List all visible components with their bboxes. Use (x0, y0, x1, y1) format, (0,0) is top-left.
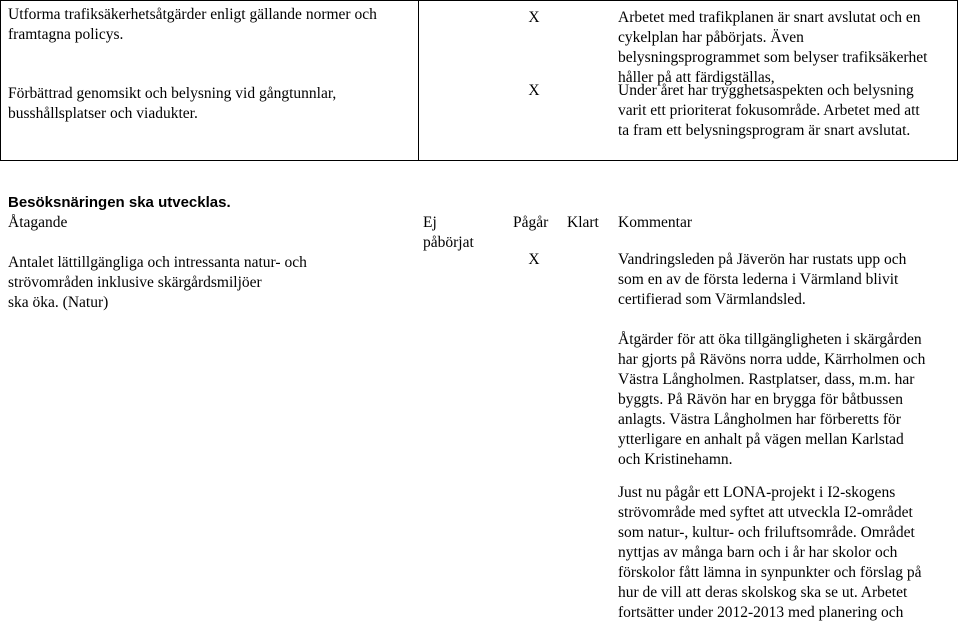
section-heading: Besöksnäringen ska utvecklas. (8, 194, 231, 211)
section-row-mark: X (528, 251, 540, 268)
top-table-border-top (0, 0, 958, 1)
top-table-border-bottom (0, 160, 958, 161)
top-row-2-commitment: Förbättrad genomsikt och belysning vid gångtunnlar, busshållsplatser och viadukter. (8, 85, 337, 122)
top-table-border-left (0, 0, 1, 161)
section-row-commitment: Antalet lättillgängliga och intressanta natur- och strövområden inklusive skärgårdsmiljöer ska öka. (Natur) (8, 254, 307, 311)
section-row-comment-3: Just nu pågår ett LONA-projekt i I2-skogens strövområde med syftet att utveckla I2-området som natur-, kultur- och friluftsområde. Området nyttjas av många barn och i år har skolor och förskolor fått lämna in synpunkter och förslag på hur de vill att deras skolskog ska se ut. Arbetet fortsätter under 2012-2013 med planering och (618, 484, 922, 621)
top-table-border-right (957, 0, 958, 161)
top-row-1-commitment: Utforma trafiksäkerhetsåtgärder enligt gällande normer och framtagna policys. (8, 6, 377, 43)
section-row-comment-1: Vandringsleden på Jäverön har rustats upp och som en av de första lederna i Värmland blivit certifierad som Värmlandsled. (618, 251, 907, 308)
col-header-comment: Kommentar (618, 214, 693, 231)
top-row-1-comment: Arbetet med trafikplanen är snart avslutat och en cykelplan har påbörjats. Även belysningsprogrammet som belyser trafiksäkerhet håller på att färdigställas, (618, 9, 928, 86)
col-header-ongoing: Pågår (513, 214, 549, 231)
top-row-2-mark: X (528, 82, 540, 99)
col-header-commitment: Åtagande (8, 214, 68, 231)
section-row-comment-2: Åtgärder för att öka tillgängligheten i skärgården har gjorts på Rävöns norra udde, Kärrholmen och Västra Långholmen. Rastplatser, dass, m.m. har byggts. På Rävön har en brygga för båtbussen anlagts. Västra Långholmen har förberetts för ytterligare en anhalt på vägen mellan Karlstad och Kristinehamn. (618, 331, 926, 468)
col-header-not-started: Ej påbörjat (423, 214, 474, 251)
top-row-1-mark: X (528, 9, 540, 26)
top-row-2-comment: Under året har trygghetsaspekten och belysning varit ett prioriterat fokusområde. Arbetet med att ta fram ett belysningsprogram är snart avslutat. (618, 82, 920, 139)
top-table-divider-1 (418, 0, 419, 161)
col-header-done: Klart (567, 214, 599, 231)
